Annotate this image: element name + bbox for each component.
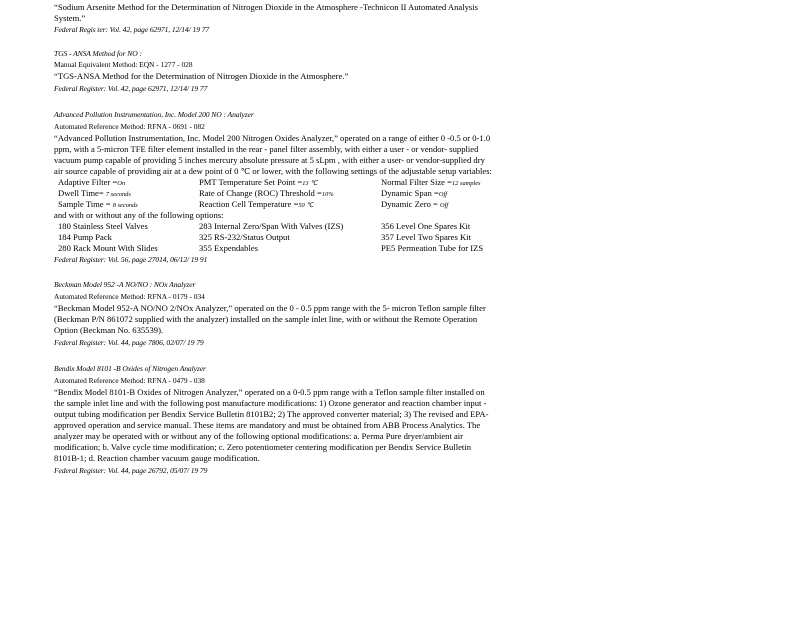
method-description-line: “Sodium Arsenite Method for the Determination of Nitrogen Dioxide in the Atmosphere -Technicon II Automated Analysis — [54, 2, 478, 12]
method-designation: Automated Reference Method: RFNA - 0479 - 038 — [54, 376, 205, 385]
method-title: Bendix Model 8101 -B Oxides of Nitrogen Analyzer — [54, 364, 206, 373]
federal-register-citation: Federal Regis ter: Vol. 42, page 62971, 12/14/ 19 77 — [54, 25, 210, 34]
setting-item: Rate of Change (ROC) Threshold =10% — [199, 188, 334, 198]
option-item: 325 RS-232/Status Output — [199, 232, 290, 242]
option-item: 357 Level Two Spares Kit — [381, 232, 471, 242]
option-item: 180 Stainless Steel Valves — [58, 221, 148, 231]
option-item: 356 Level One Spares Kit — [381, 221, 471, 231]
method-description-line: “Advanced Pollution Instrumentation, Inc. Model 200 Nitrogen Oxides Analyzer,” operated on a range of either 0 -0.5 or 0-1.0 — [54, 133, 491, 143]
federal-register-citation: Federal Register: Vol. 44, page 7806, 02/07/ 19 79 — [54, 338, 204, 347]
setting-item: Dwell Time= 7 seconds — [58, 188, 131, 198]
option-item: PE5 Permeation Tube for IZS — [381, 243, 484, 253]
method-description-line: (Beckman P/N 861072 supplied with the analyzer) installed on the sample inlet line, with or without the Remote Operation — [54, 314, 478, 324]
method-description-line: System.” — [54, 13, 86, 23]
setting-item: Dynamic Span =Off — [381, 188, 448, 198]
method-description-line: ppm, with a 5-micron TFE filter element installed in the rear - panel filter assembly, with either a user - or vendor- supplied — [54, 144, 479, 154]
setting-item: PMT Temperature Set Point =13 ℃ — [199, 177, 318, 187]
options-intro: and with or without any of the following options: — [54, 210, 224, 220]
option-item: 280 Rack Mount With Slides — [58, 243, 158, 253]
method-title: Advanced Pollution Instrumentation, Inc. Model 200 NO : Analyzer — [54, 110, 254, 119]
method-title: TGS - ANSA Method for NO : — [54, 49, 142, 58]
method-description-line: “TGS-ANSA Method for the Determination of Nitrogen Dioxide in the Atmosphere.” — [54, 71, 349, 81]
method-designation: Automated Reference Method: RFNA - 0179 - 034 — [54, 292, 205, 301]
method-designation: Automated Reference Method: RFNA - 0691 - 082 — [54, 122, 205, 131]
federal-register-citation: Federal Register: Vol. 42, page 62971, 12/14/ 19 77 — [54, 84, 208, 93]
method-description-line: air source capable of providing air at a dew point of 0 ℃ or lower, with the following settings of the adjustable setup variables: — [54, 166, 492, 176]
method-description-line: Option (Beckman No. 635539). — [54, 325, 164, 335]
method-description-line: vacuum pump capable of providing 5 inches mercury absolute pressure at 5 sLpm , with either a user- or vendor-supplied dry — [54, 155, 485, 165]
option-item: 355 Expendables — [199, 243, 258, 253]
method-description-line: the sample inlet line and with the following post manufacture modifications: 1) Ozone generator and reaction chamber input - — [54, 398, 487, 408]
setting-item: Reaction Cell Temperature =50 ℃ — [199, 199, 314, 209]
method-description-line: “Bendix Model 8101-B Oxides of Nitrogen Analyzer,” operated on a 0-0.5 ppm range with a Teflon sample filter installed on — [54, 387, 485, 397]
method-description-line: 8101B-1; d. Reaction chamber vacuum gauge modification. — [54, 453, 260, 463]
method-description-line: output tubing modification per Bendix Service Bulletin 8101B2; 2) The approved converter material; 3) The revised and EPA- — [54, 409, 489, 419]
method-description-line: approved operation and service manual. These items are mandatory and must be obtained from ABB Process Analytics. The — [54, 420, 481, 430]
setting-item: Sample Time = 8 seconds — [58, 199, 138, 209]
method-designation: Manual Equivalent Method: EQN - 1277 - 028 — [54, 60, 193, 69]
option-item: 283 Internal Zero/Span With Valves (IZS) — [199, 221, 344, 231]
method-title: Beckman Model 952 -A NO/NO : NOx Analyzer — [54, 280, 196, 289]
method-description-line: analyzer may be operated with or without any of the following optional modifications: a. Perma Pure dryer/ambient air — [54, 431, 464, 441]
method-description-line: “Beckman Model 952-A NO/NO 2/NOx Analyzer,” operated on the 0 - 0.5 ppm range with the 5- micron Teflon sample filter — [54, 303, 486, 313]
setting-item: Normal Filter Size =12 samples — [381, 177, 481, 187]
federal-register-citation: Federal Register: Vol. 56, page 27014, 06/12/ 19 91 — [54, 255, 208, 264]
setting-item: Adaptive Filter =On — [58, 177, 126, 187]
setting-item: Dynamic Zero = Off — [381, 199, 449, 209]
option-item: 184 Pump Pack — [58, 232, 112, 242]
method-description-line: modification; b. Valve cycle time modification; c. Zero potentiometer centering modification per Bendix Service Bulletin — [54, 442, 471, 452]
federal-register-citation: Federal Register: Vol. 44, page 26792, 05/07/ 19 79 — [54, 466, 208, 475]
